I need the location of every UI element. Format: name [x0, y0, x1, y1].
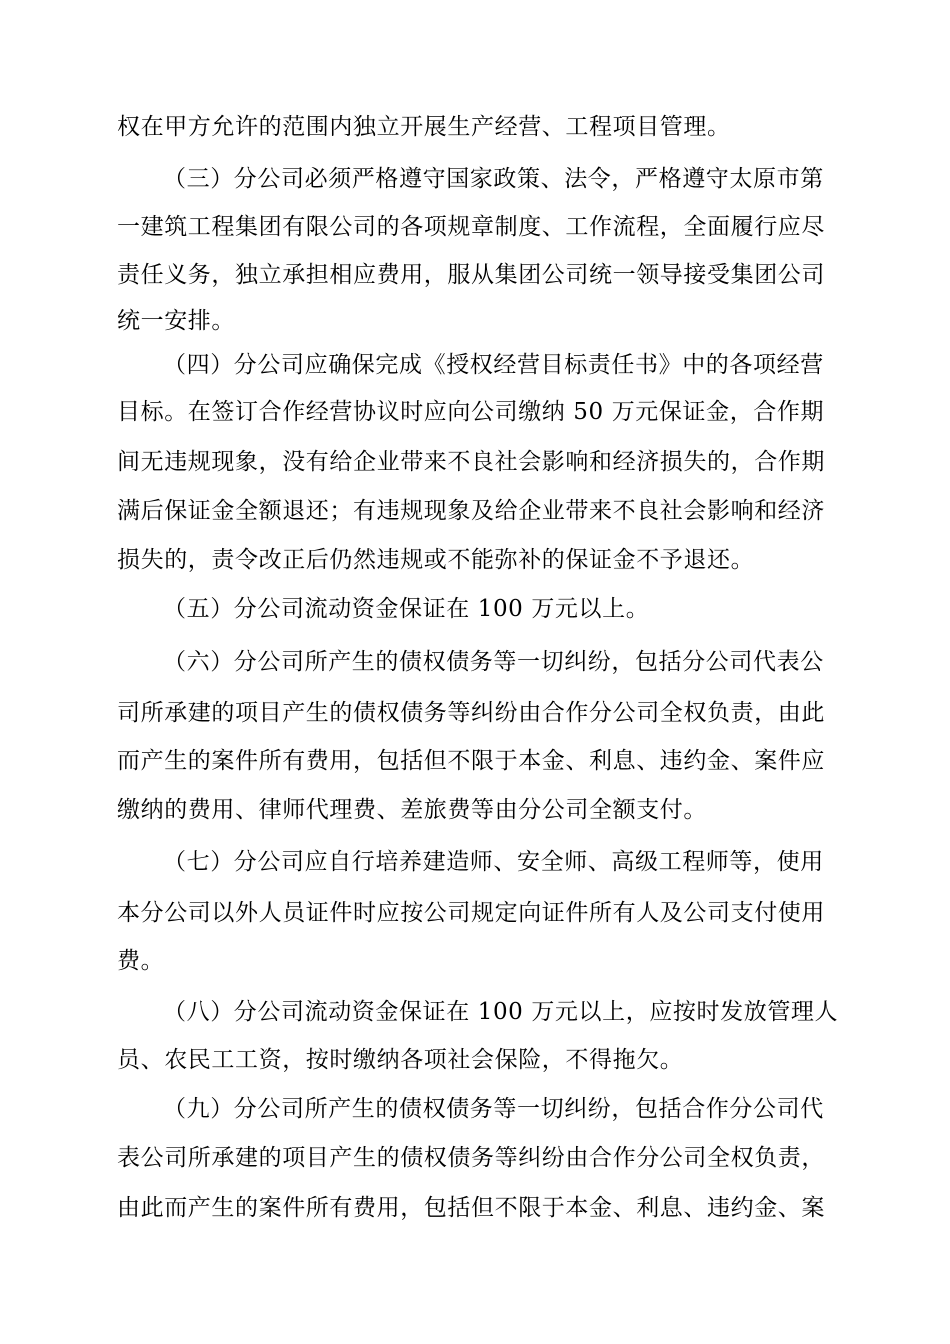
paragraph-6-line-1: （六）分公司所产生的债权债务等一切纠纷，包括分公司代表公	[163, 649, 824, 675]
paragraph-8-line-1: （八）分公司流动资金保证在 100 万元以上，应按时发放管理人	[163, 999, 839, 1025]
paragraph-4-line-3: 间无违规现象，没有给企业带来不良社会影响和经济损失的，合作期	[117, 449, 825, 475]
paragraph-3-line-3: 责任义务，独立承担相应费用，服从集团公司统一领导接受集团公司	[117, 262, 825, 288]
paragraph-7-line-1: （七）分公司应自行培养建造师、安全师、高级工程师等，使用	[163, 849, 824, 875]
paragraph-6-line-4: 缴纳的费用、律师代理费、差旅费等由分公司全额支付。	[117, 797, 707, 823]
paragraph-7-line-2: 本分公司以外人员证件时应按公司规定向证件所有人及公司支付使用	[117, 900, 825, 926]
paragraph-6-line-3: 而产生的案件所有费用，包括但不限于本金、利息、违约金、案件应	[117, 748, 825, 774]
paragraph-3-line-1: （三）分公司必须严格遵守国家政策、法令，严格遵守太原市第	[163, 166, 824, 192]
paragraph-4-line-1: （四）分公司应确保完成《授权经营目标责任书》中的各项经营	[163, 352, 824, 378]
paragraph-4-line-2: 目标。在签订合作经营协议时应向公司缴纳 50 万元保证金，合作期	[117, 399, 825, 425]
paragraph-9-line-3: 由此而产生的案件所有费用，包括但不限于本金、利息、违约金、案	[117, 1195, 825, 1221]
paragraph-9-line-2: 表公司所承建的项目产生的债权债务等纠纷由合作分公司全权负责，	[117, 1145, 825, 1171]
paragraph-3-line-4: 统一安排。	[117, 308, 235, 334]
paragraph-9-line-1: （九）分公司所产生的债权债务等一切纠纷，包括合作分公司代	[163, 1096, 824, 1122]
paragraph-3-line-2: 一建筑工程集团有限公司的各项规章制度、工作流程，全面履行应尽	[117, 214, 825, 240]
paragraph-5-line-1: （五）分公司流动资金保证在 100 万元以上。	[163, 596, 650, 622]
paragraph-7-line-3: 费。	[117, 948, 165, 974]
text-line-1: 权在甲方允许的范围内独立开展生产经营、工程项目管理。	[117, 114, 731, 140]
paragraph-6-line-2: 司所承建的项目产生的债权债务等纠纷由合作分公司全权负责，由此	[117, 700, 825, 726]
paragraph-4-line-4: 满后保证金全额退还；有违规现象及给企业带来不良社会影响和经济	[117, 498, 825, 524]
paragraph-8-line-2: 员、农民工工资，按时缴纳各项社会保险，不得拖欠。	[117, 1047, 684, 1073]
paragraph-4-line-5: 损失的，责令改正后仍然违规或不能弥补的保证金不予退还。	[117, 547, 755, 573]
